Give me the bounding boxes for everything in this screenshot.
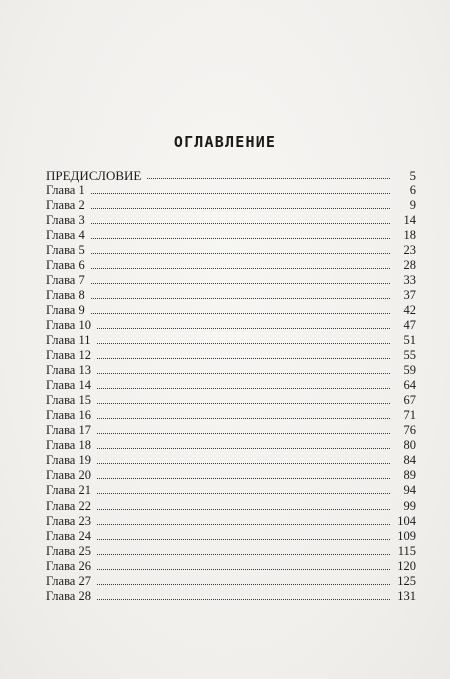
- dot-leader: [91, 273, 390, 284]
- dot-leader: [97, 378, 390, 389]
- toc-entry: [46, 408, 416, 423]
- toc-entry: [46, 483, 416, 498]
- toc-entry-label: Глава 9: [46, 302, 85, 317]
- toc-entry-page: 84: [403, 453, 416, 468]
- toc-entry: [46, 378, 416, 393]
- toc-entry-label: Глава 4: [46, 227, 85, 242]
- toc-entry: [46, 574, 416, 589]
- toc-entry: [46, 423, 416, 438]
- toc-entry-label: Глава 26: [46, 558, 91, 573]
- toc-entry: [46, 453, 416, 468]
- toc-entry: [46, 228, 416, 243]
- toc-entry: [46, 498, 416, 513]
- toc-entry: [46, 303, 416, 318]
- toc-entry-label: Глава 23: [46, 513, 91, 528]
- dot-leader: [147, 168, 390, 179]
- toc-entry-page: 94: [403, 483, 416, 498]
- toc-entry-page: 64: [403, 378, 416, 393]
- toc-entry-page: 131: [397, 588, 416, 603]
- toc-entry-page: 109: [397, 528, 416, 543]
- toc-entry: [46, 213, 416, 228]
- dot-leader: [97, 468, 390, 479]
- toc-entry-label: Глава 27: [46, 573, 91, 588]
- dot-leader: [97, 589, 390, 600]
- toc-entry-label: Глава 24: [46, 528, 91, 543]
- dot-leader: [91, 228, 390, 239]
- toc-entry: [46, 348, 416, 363]
- toc-entry-label: Глава 3: [46, 212, 85, 227]
- dot-leader: [97, 514, 390, 525]
- toc-entry: [46, 288, 416, 303]
- dot-leader: [97, 408, 390, 419]
- dot-leader: [91, 243, 390, 254]
- toc-entry: [46, 559, 416, 574]
- toc-entry-page: 51: [403, 333, 416, 348]
- toc-entry-page: 23: [403, 242, 416, 257]
- toc-entry: [46, 318, 416, 333]
- toc-entry-page: 6: [409, 182, 416, 197]
- toc-entry-page: 5: [409, 167, 416, 183]
- toc-entry-page: 120: [397, 558, 416, 573]
- toc-entry-page: 18: [403, 227, 416, 242]
- toc-entry: [46, 589, 416, 604]
- toc-entry: [46, 273, 416, 288]
- dot-leader: [91, 183, 390, 194]
- toc-entry-label: Глава 15: [46, 393, 91, 408]
- dot-leader: [91, 213, 390, 224]
- toc-entry: [46, 468, 416, 483]
- dot-leader: [97, 348, 390, 359]
- dot-leader: [97, 544, 390, 555]
- toc-entry-label: Глава 18: [46, 438, 91, 453]
- toc-entry: [46, 363, 416, 378]
- toc-entry-label: Глава 22: [46, 498, 91, 513]
- toc-entry-page: 76: [403, 423, 416, 438]
- toc-entry-page: 80: [403, 438, 416, 453]
- toc-title: ОГЛАВЛЕНИЕ: [173, 133, 277, 151]
- dot-leader: [97, 393, 390, 404]
- dot-leader: [97, 559, 390, 570]
- toc-entry-page: 115: [397, 543, 416, 558]
- toc-entry: [46, 438, 416, 453]
- toc-entry-page: 99: [403, 498, 416, 513]
- dot-leader: [91, 258, 390, 269]
- toc-entry-page: 59: [403, 363, 416, 378]
- toc-entry-label: Глава 13: [46, 363, 91, 378]
- dot-leader: [97, 529, 390, 540]
- toc-entry-page: 67: [403, 393, 416, 408]
- toc-entry-label: Глава 6: [46, 257, 85, 272]
- toc-entry: [46, 544, 416, 559]
- dot-leader: [97, 333, 390, 344]
- toc-entry-label: Глава 1: [46, 182, 85, 197]
- toc-entry-label: Глава 19: [46, 453, 91, 468]
- dot-leader: [97, 483, 390, 494]
- toc-entry-label: Глава 21: [46, 483, 91, 498]
- toc-entry-page: 33: [403, 272, 416, 287]
- toc-entry-page: 14: [403, 212, 416, 227]
- dot-leader: [97, 423, 390, 434]
- toc-entry: [46, 243, 416, 258]
- toc-entry-label: Глава 5: [46, 242, 85, 257]
- toc-entry: [46, 183, 416, 198]
- dot-leader: [97, 453, 390, 464]
- dot-leader: [97, 363, 390, 374]
- toc-entry-page: 89: [403, 468, 416, 483]
- toc-entry-label: Глава 12: [46, 348, 91, 363]
- toc-entry-page: 28: [403, 257, 416, 272]
- toc-entry-label: Глава 14: [46, 378, 91, 393]
- toc-entry-page: 55: [403, 348, 416, 363]
- toc-entry-label: Глава 10: [46, 317, 91, 332]
- toc-entry-label: Глава 7: [46, 272, 85, 287]
- toc-entry-label: Глава 16: [46, 408, 91, 423]
- toc-entry-page: 37: [403, 287, 416, 302]
- toc-entry: [46, 166, 416, 183]
- toc-entry-page: 9: [409, 197, 416, 212]
- toc-entry-page: 104: [397, 513, 416, 528]
- toc-entry-label: Глава 2: [46, 197, 85, 212]
- toc-entry-page: 42: [403, 302, 416, 317]
- toc-entry-page: 47: [403, 317, 416, 332]
- toc-entry-label: Глава 11: [46, 333, 91, 348]
- toc-entry: [46, 393, 416, 408]
- dot-leader: [91, 288, 390, 299]
- dot-leader: [97, 574, 390, 585]
- dot-leader: [91, 303, 390, 314]
- dot-leader: [97, 438, 390, 449]
- dot-leader: [91, 198, 390, 209]
- toc-entry-label: Глава 17: [46, 423, 91, 438]
- toc-entry-label: Глава 25: [46, 543, 91, 558]
- toc-entry: [46, 258, 416, 273]
- toc-entry-label: Глава 20: [46, 468, 91, 483]
- table-of-contents: [46, 166, 416, 604]
- toc-entry: [46, 333, 416, 348]
- dot-leader: [97, 499, 390, 510]
- toc-entry-page: 71: [403, 408, 416, 423]
- toc-entry: [46, 529, 416, 544]
- dot-leader: [97, 318, 390, 329]
- toc-entry: [46, 198, 416, 213]
- toc-entry-label: ПРЕДИСЛОВИЕ: [46, 167, 142, 183]
- toc-entry: [46, 514, 416, 529]
- toc-entry-page: 125: [397, 573, 416, 588]
- toc-entry-label: Глава 28: [46, 588, 91, 603]
- toc-entry-label: Глава 8: [46, 287, 85, 302]
